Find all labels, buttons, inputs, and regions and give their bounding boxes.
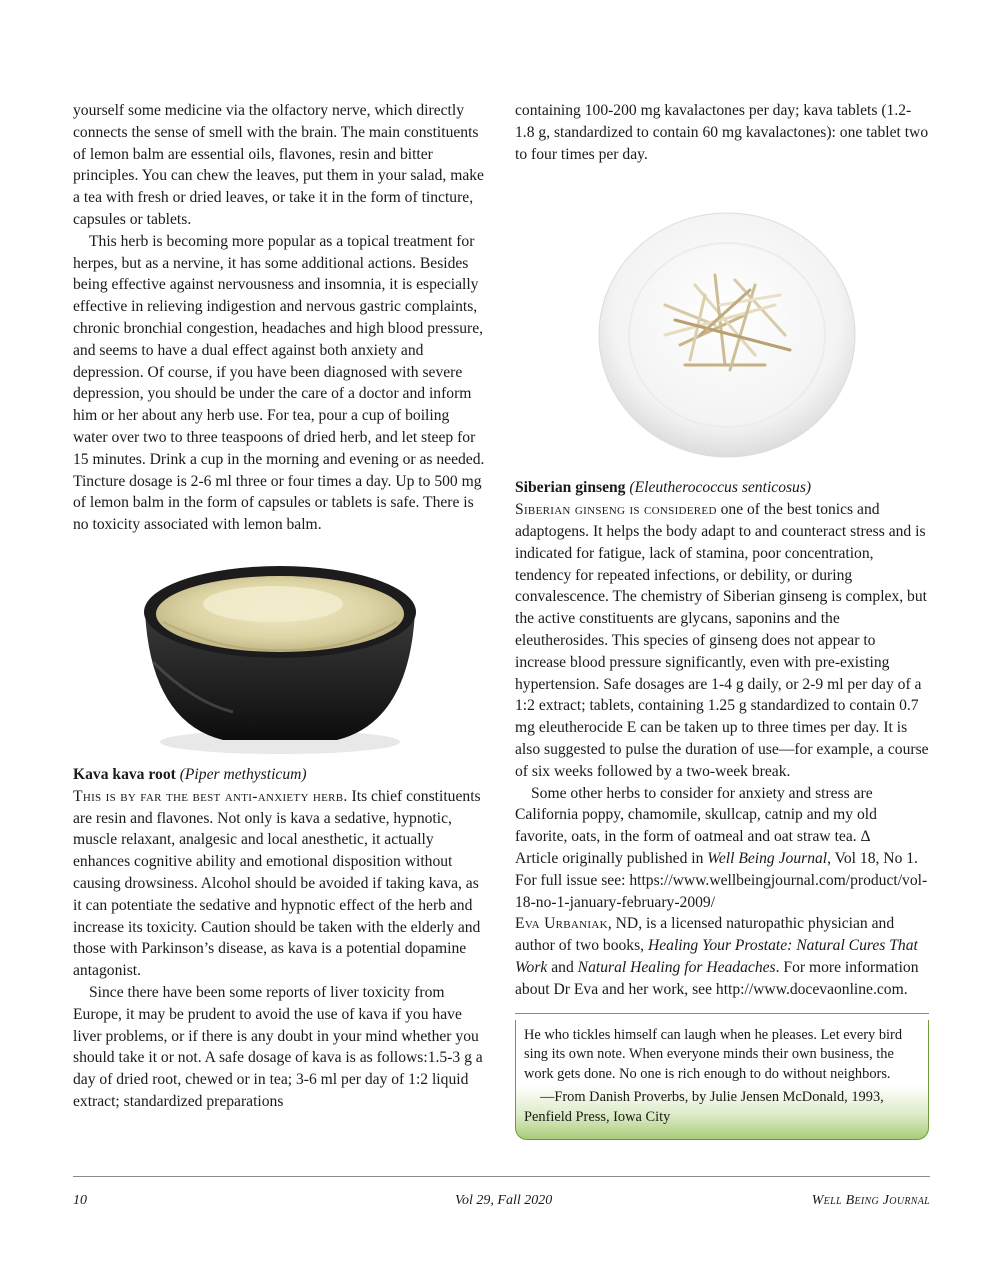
book-title-2: Natural Healing for Headaches xyxy=(577,958,776,976)
kava-caption xyxy=(73,764,485,786)
ginseng-paragraph-2: Some other herbs to consider for anxiety and stress are California poppy, chamomile, skullcap, catnip and my old favorite, oats, in the form of oatmeal and oat straw tea. Δ xyxy=(515,784,877,846)
page-footer xyxy=(73,1176,930,1208)
kava-lead-in: This is by far the best anti-anxiety herb. xyxy=(73,787,348,805)
ginseng-caption xyxy=(515,477,929,499)
proverb-text: He who tickles himself can laugh when he pleases. Let every bird sing its own note. When everyone minds their own business, the work gets done. No one is rich enough to do without neighbors. xyxy=(524,1026,903,1082)
kava-powder-bowl-image xyxy=(73,552,485,764)
proverb-box xyxy=(515,1020,929,1141)
issue-info: Vol 29, Fall 2020 xyxy=(455,1193,553,1208)
proverb-source: —From Danish Proverbs, by Julie Jensen McDonald, 1993, Penfield Press, Iowa City xyxy=(524,1089,884,1125)
journal-name: Well Being Journal xyxy=(811,1193,930,1208)
kava-figure xyxy=(73,552,485,764)
ginseng-figure xyxy=(515,185,929,475)
kava-paragraph-2: Since there have been some reports of liver toxicity from Europe, it may be prudent to avoid the use of kava if you have liver problems, or if there is any doubt in your mind whether you should take it or not. A safe dosage of kava is as follows:1.5-3 g a day of dried root, chewed or in tea; 3-6 ml per day of 1:2 liquid extract; standardized preparations xyxy=(73,983,483,1110)
lemon-balm-paragraph-1: yourself some medicine via the olfactory nerve, which directly connects the sense of smell with the brain. The main constituents of lemon balm are essential oils, flavones, resin and bitter principles. You can chew the leaves, put them in your salad, make a tea with fresh or dried leaves, or take it in the form of tincture, capsules or tablets. xyxy=(73,102,484,228)
author-name: Eva Urbaniak xyxy=(515,915,608,933)
kava-paragraph-1: This is by far the best anti-anxiety herb. Its chief constituents are resin and flavones. Not only is kava a sedative, hypnotic, muscle relaxant, analgesic and local anesthetic, it actually enhances cognitive ability and emotional disposition without causing drowsiness. Alcohol should be avoided if taking kava, as it can potentiate the sedative and hypnotic effect of the herb and increase its toxicity. Caution should be taken with the elderly and those with Parkinson’s disease, as kava is a potential dopamine antagonist. xyxy=(73,787,481,980)
ginseng-caption-title: Siberian ginseng xyxy=(515,479,626,497)
kava-caption-title: Kava kava root xyxy=(73,765,176,783)
page-number: 10 xyxy=(73,1193,87,1208)
right-column xyxy=(515,100,929,1140)
quote-divider xyxy=(515,1013,929,1014)
book-title-1: Healing Your Prostate: Natural Cures That Work xyxy=(515,937,918,976)
siberian-ginseng-plate-image xyxy=(515,185,929,475)
ginseng-caption-latin: (Eleutherococcus senticosus) xyxy=(629,479,812,497)
author-bio: Eva Urbaniak, ND, is a licensed naturopathic physician and author of two books, Healing Your Prostate: Natural Cures That Work and Natural Healing for Headaches. For more information about Dr Eva and her work, see http://www.docevaonline.com. xyxy=(515,915,919,998)
left-column xyxy=(73,100,485,1113)
publication-note: Article originally published in Well Being Journal, Vol 18, No 1. For full issue see: https://www.wellbeingjournal.com/product/vol-18-no-1-january-february-2009/ xyxy=(515,849,928,911)
ginseng-lead-in: Siberian ginseng is considered xyxy=(515,501,717,519)
lemon-balm-paragraph-2: This herb is becoming more popular as a topical treatment for herpes, but as a nervine, it has some additional actions. Besides being effective against nervousness and insomnia, it is especially effective in relieving indigestion and nervous gastric complaints, chronic bronchial congestion, headaches and high blood pressure, and seems to have a dual effect against both anxiety and depression. Of course, if you have been diagnosed with severe depression, you should be under the care of a doctor and inform him or her about any herb use. For tea, pour a cup of boiling water over two to three teaspoons of dried herb, and let steep for 15 minutes. Drink a cup in the morning and evening or as needed. Tincture dosage is 2-6 ml three or four times a day. Up to 500 mg of lemon balm in the form of capsules or tablets is safe. There is no toxicity associated with lemon balm. xyxy=(73,232,485,534)
kava-caption-latin: (Piper methysticum) xyxy=(179,765,307,783)
ginseng-paragraph-1: Siberian ginseng is considered one of the best tonics and adaptogens. It helps the body adapt to and counteract stress and is indicated for fatigue, lack of stamina, poor concentration, tendency for repeated infections, or debility, or during convalescence. The chemistry of Siberian ginseng is complex, but the active constituents are glycans, saponins and the eleutherosides. This species of ginseng does not appear to increase blood pressure significantly, even with pre-existing hypertension. Safe dosages are 1-4 g daily, or 2-9 ml per day of a 1:2 extract; tablets, containing 1.25 g standardized to contain 0.7 mg eleutherocide E can be taken up to three times per day. It is also suggested to pulse the duration of use—for example, a course of six weeks followed by a two-week break. xyxy=(515,501,929,780)
kava-dosage-continued: containing 100-200 mg kavalactones per day; kava tablets (1.2-1.8 g, standardized to contain 60 mg kavalactones): one tablet two to four times per day. xyxy=(515,102,929,163)
